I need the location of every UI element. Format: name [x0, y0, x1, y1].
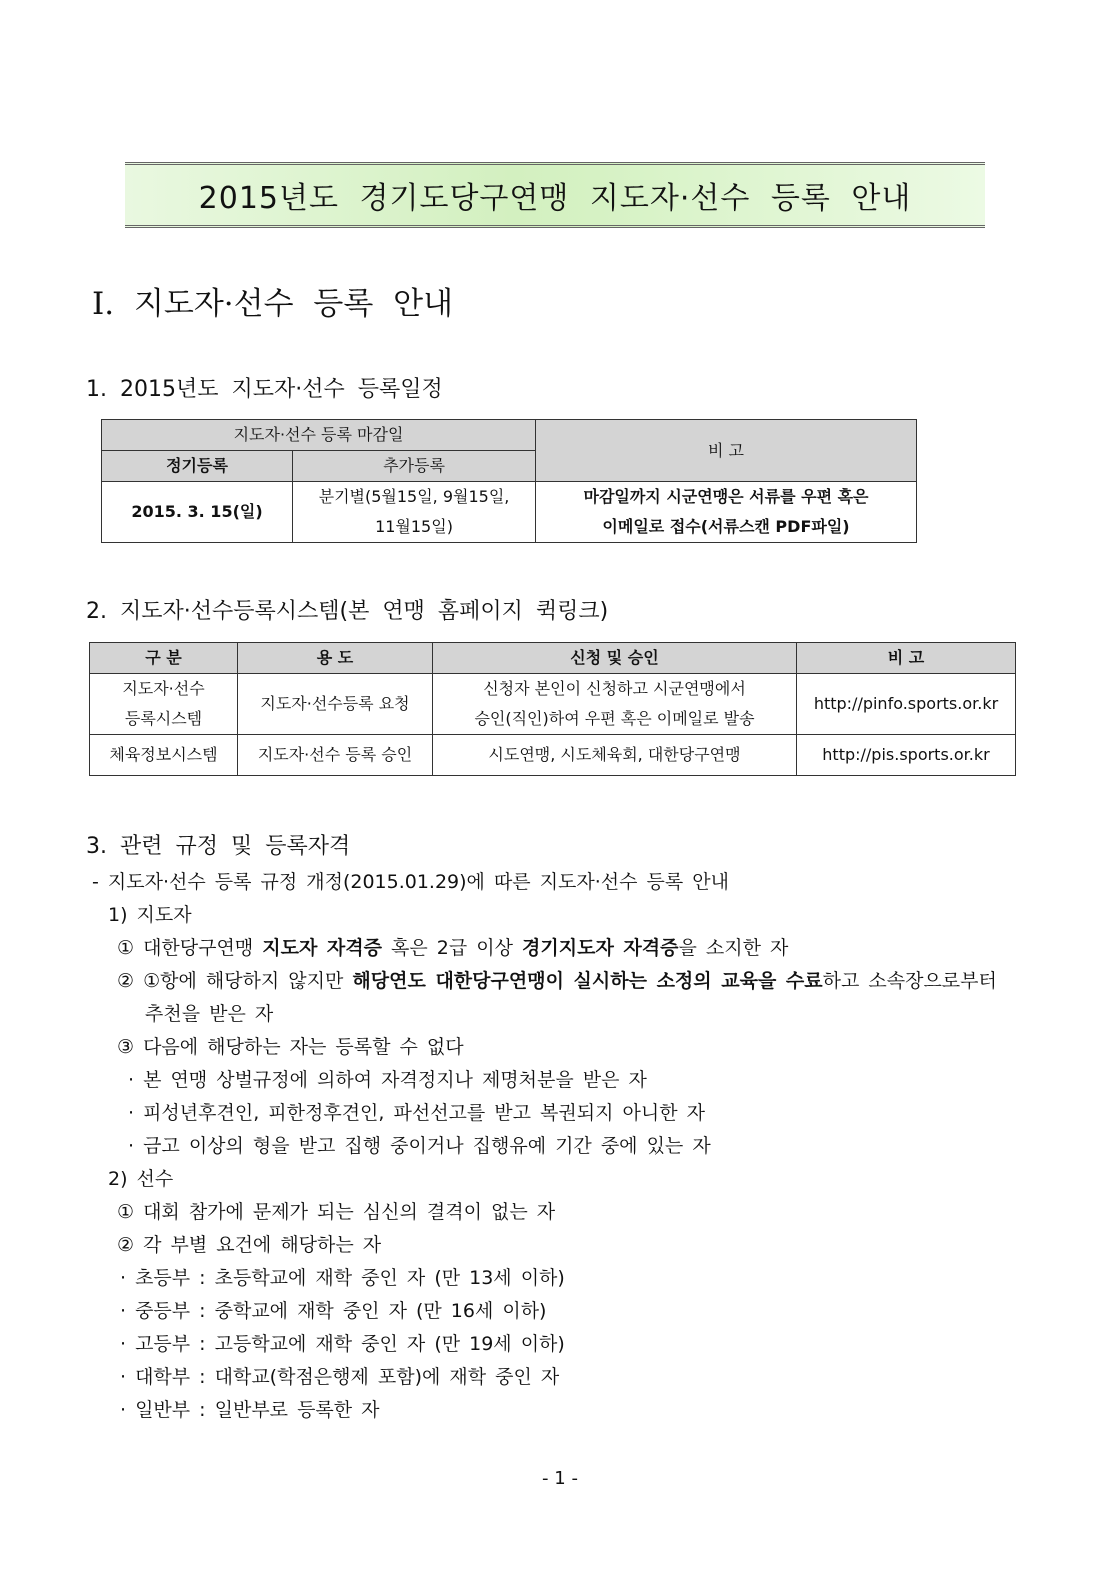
- list-item: · 일반부 : 일반부로 등록한 자: [120, 1399, 380, 1421]
- process-header: 신청 및 승인: [433, 643, 797, 674]
- list-item: · 초등부 : 초등학교에 재학 중인 자 (만 13세 이하): [120, 1267, 565, 1289]
- schedule-table: [101, 419, 917, 543]
- pinfo-link[interactable]: http://pinfo.sports.or.kr: [797, 674, 1016, 735]
- rule-emphasis: 경기지도자 자격증: [522, 937, 679, 959]
- rule-text: 하고 소속장으로부터: [822, 970, 997, 992]
- document-title: 2015년도 경기도당구연맹 지도자·선수 등록 안내: [198, 181, 912, 216]
- page-number: - 1 -: [542, 1468, 578, 1489]
- section-heading: Ⅰ. 지도자·선수 등록 안내: [92, 286, 454, 322]
- coach-rule-2: [117, 966, 997, 993]
- regular-header: 정기등록: [102, 451, 293, 482]
- remarks-header: 비 고: [536, 420, 917, 482]
- list-item: · 피성년후견인, 피한정후견인, 파선선고를 받고 복권되지 아니한 자: [128, 1102, 705, 1124]
- deadline-group-header: 지도자·선수 등록 마감일: [102, 420, 536, 451]
- table-cell-process: 시도연맹, 시도체육회, 대한당구연맹: [433, 735, 797, 776]
- remarks-header: 비 고: [797, 643, 1016, 674]
- coach-rule-3: ③ 다음에 해당하는 자는 등록할 수 없다: [117, 1036, 464, 1058]
- list-item: · 본 연맹 상벌규정에 의하여 자격정지나 제명처분을 받은 자: [128, 1069, 647, 1091]
- system-heading: 2. 지도자·선수등록시스템(본 연맹 홈페이지 퀵링크): [86, 599, 609, 624]
- document-title-box: [125, 162, 985, 228]
- player-rule-2: ② 각 부별 요건에 해당하는 자: [117, 1234, 382, 1256]
- table-cell-use: 지도자·선수 등록 승인: [238, 735, 433, 776]
- list-item: · 금고 이상의 형을 받고 집행 중이거나 집행유예 기간 중에 있는 자: [128, 1135, 711, 1157]
- system-table: [89, 642, 1016, 776]
- category-header: 구 분: [90, 643, 238, 674]
- schedule-remarks-line1: 마감일까지 시군연맹은 서류를 우편 혹은: [583, 487, 869, 506]
- coach-heading: 1) 지도자: [108, 904, 192, 926]
- process-line2: 승인(직인)하여 우편 혹은 이메일로 발송: [474, 709, 755, 728]
- coach-rule-1: [117, 933, 788, 960]
- table-cell-category: 체육정보시스템: [90, 735, 238, 776]
- schedule-remarks-line2: 이메일로 접수(서류스캔 PDF파일): [602, 517, 850, 536]
- table-cell-process: [433, 674, 797, 735]
- coach-rule-2-cont: 추천을 받은 자: [145, 1003, 274, 1025]
- rule-text: ① 대한당구연맹: [117, 937, 263, 959]
- rule-emphasis: 해당연도 대한당구연맹이 실시하는 소정의 교육을 수료: [352, 970, 823, 992]
- rule-text: ② ①항에 해당하지 않지만: [117, 970, 353, 992]
- list-item: · 대학부 : 대학교(학점은행제 포함)에 재학 중인 자: [120, 1366, 560, 1388]
- rule-text: 혹은 2급 이상: [382, 937, 523, 959]
- table-cell-use: 지도자·선수등록 요청: [238, 674, 433, 735]
- rules-intro: - 지도자·선수 등록 규정 개정(2015.01.29)에 따른 지도자·선수 등록 안내: [92, 871, 730, 893]
- rules-heading: 3. 관련 규정 및 등록자격: [86, 834, 351, 859]
- schedule-remarks: [536, 482, 917, 543]
- player-heading: 2) 선수: [108, 1168, 174, 1190]
- additional-dates: [293, 482, 536, 543]
- process-line1: 신청자 본인이 신청하고 시군연맹에서: [483, 679, 746, 698]
- schedule-heading: 1. 2015년도 지도자·선수 등록일정: [86, 377, 443, 402]
- additional-dates-line1: 분기별(5월15일, 9월15일,: [318, 487, 510, 506]
- additional-header: 추가등록: [293, 451, 536, 482]
- rule-text: 을 소지한 자: [678, 937, 789, 959]
- rule-emphasis: 지도자 자격증: [262, 937, 382, 959]
- player-rule-1: ① 대회 참가에 문제가 되는 심신의 결격이 없는 자: [117, 1201, 556, 1223]
- regular-date: 2015. 3. 15(일): [102, 482, 293, 543]
- pis-link[interactable]: http://pis.sports.or.kr: [797, 735, 1016, 776]
- use-header: 용 도: [238, 643, 433, 674]
- table-cell-category: [90, 674, 238, 735]
- list-item: · 고등부 : 고등학교에 재학 중인 자 (만 19세 이하): [120, 1333, 565, 1355]
- category-line1: 지도자·선수: [122, 679, 205, 698]
- additional-dates-line2: 11월15일): [375, 517, 453, 536]
- list-item: · 중등부 : 중학교에 재학 중인 자 (만 16세 이하): [120, 1300, 547, 1322]
- category-line2: 등록시스템: [124, 709, 203, 728]
